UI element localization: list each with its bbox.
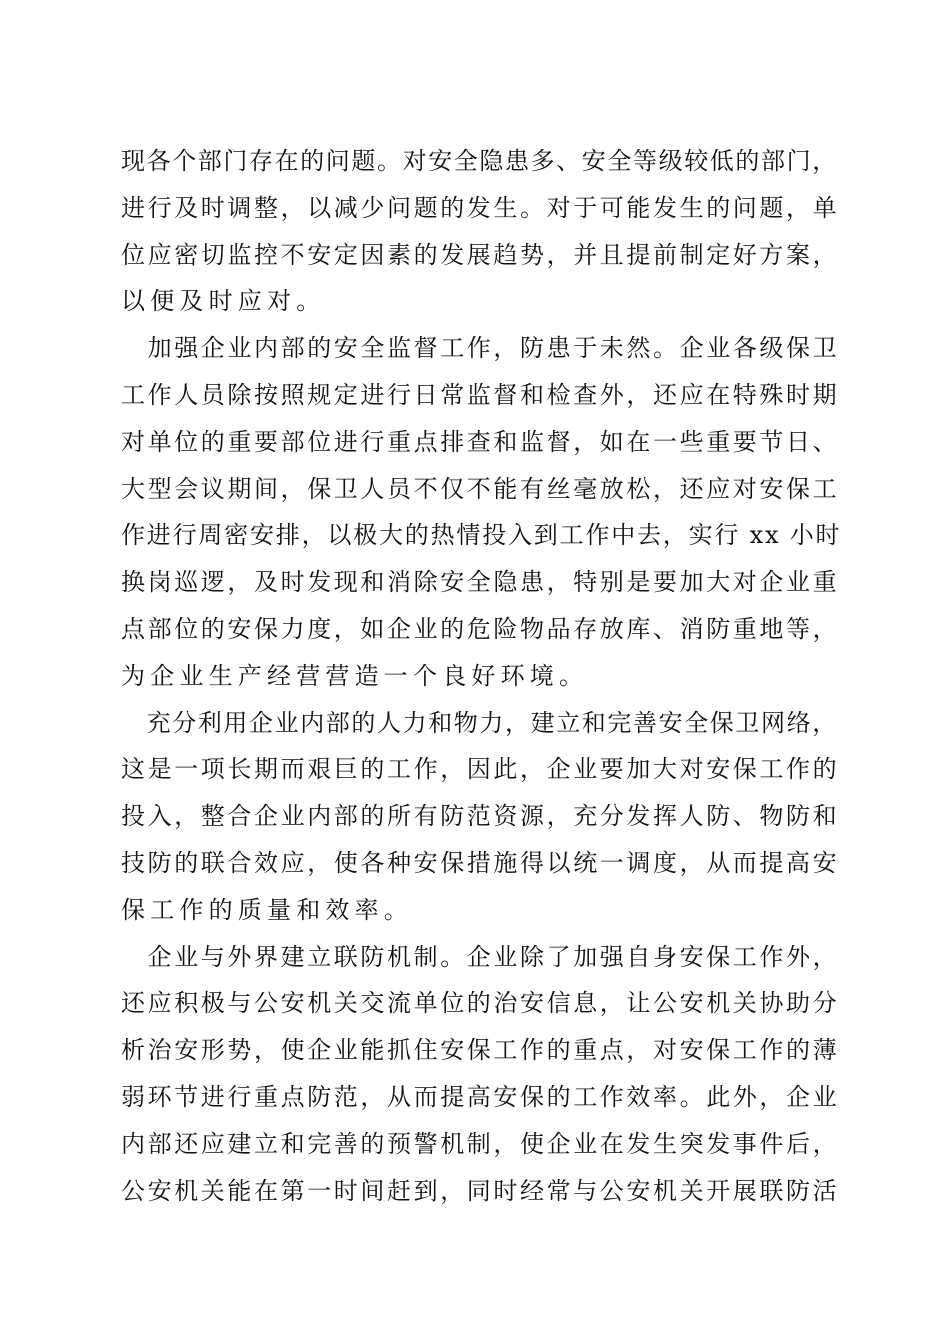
text-line: 大型会议期间，保卫人员不仅不能有丝毫放松，还应对安保工 bbox=[121, 474, 840, 503]
text-line: 企业与外界建立联防机制。企业除了加强自身安保工作外， bbox=[121, 942, 840, 971]
text-line: 为企业生产经营营造一个良好环境。 bbox=[121, 661, 589, 690]
text-line: 点部位的安保力度，如企业的危险物品存放库、消防重地等， bbox=[121, 614, 840, 643]
text-line: 换岗巡逻，及时发现和消除安全隐患，特别是要加大对企业重 bbox=[121, 568, 840, 597]
text-line: 这是一项长期而艰巨的工作，因此，企业要加大对安保工作的 bbox=[121, 755, 840, 784]
text-line: 保工作的质量和效率。 bbox=[121, 895, 413, 924]
text-line: 投入，整合企业内部的所有防范资源，充分发挥人防、物防和 bbox=[121, 802, 840, 831]
text-line: 还应积极与公安机关交流单位的治安信息，让公安机关协助分 bbox=[121, 989, 840, 1018]
text-line: 对单位的重要部位进行重点排查和监督，如在一些重要节日、 bbox=[121, 427, 840, 456]
text-line: 工作人员除按照规定进行日常监督和检查外，还应在特殊时期 bbox=[121, 380, 840, 409]
text-line: 位应密切监控不安定因素的发展趋势，并且提前制定好方案， bbox=[121, 240, 840, 269]
text-line: 技防的联合效应，使各种安保措施得以统一调度，从而提高安 bbox=[121, 848, 840, 877]
text-line: 充分利用企业内部的人力和物力，建立和完善安全保卫网络， bbox=[121, 708, 838, 737]
text-line: 公安机关能在第一时间赶到，同时经常与公安机关开展联防活 bbox=[121, 1176, 840, 1205]
text-line: 进行及时调整，以减少问题的发生。对于可能发生的问题，单 bbox=[121, 193, 840, 222]
text-line: 现各个部门存在的问题。对安全隐患多、安全等级较低的部门， bbox=[121, 147, 838, 175]
text-line: 析治安形势，使企业能抓住安保工作的重点，对安保工作的薄 bbox=[121, 1036, 840, 1065]
text-line: 弱环节进行重点防范，从而提高安保的工作效率。此外，企业 bbox=[121, 1082, 840, 1111]
document-body bbox=[121, 138, 841, 1214]
text-line: 内部还应建立和完善的预警机制，使企业在发生突发事件后， bbox=[121, 1129, 840, 1158]
text-line: 以便及时应对。 bbox=[121, 287, 326, 316]
text-line: 加强企业内部的安全监督工作，防患于未然。企业各级保卫 bbox=[121, 334, 840, 363]
text-line: 作进行周密安排，以极大的热情投入到工作中去，实行 xx 小时 bbox=[121, 521, 842, 550]
